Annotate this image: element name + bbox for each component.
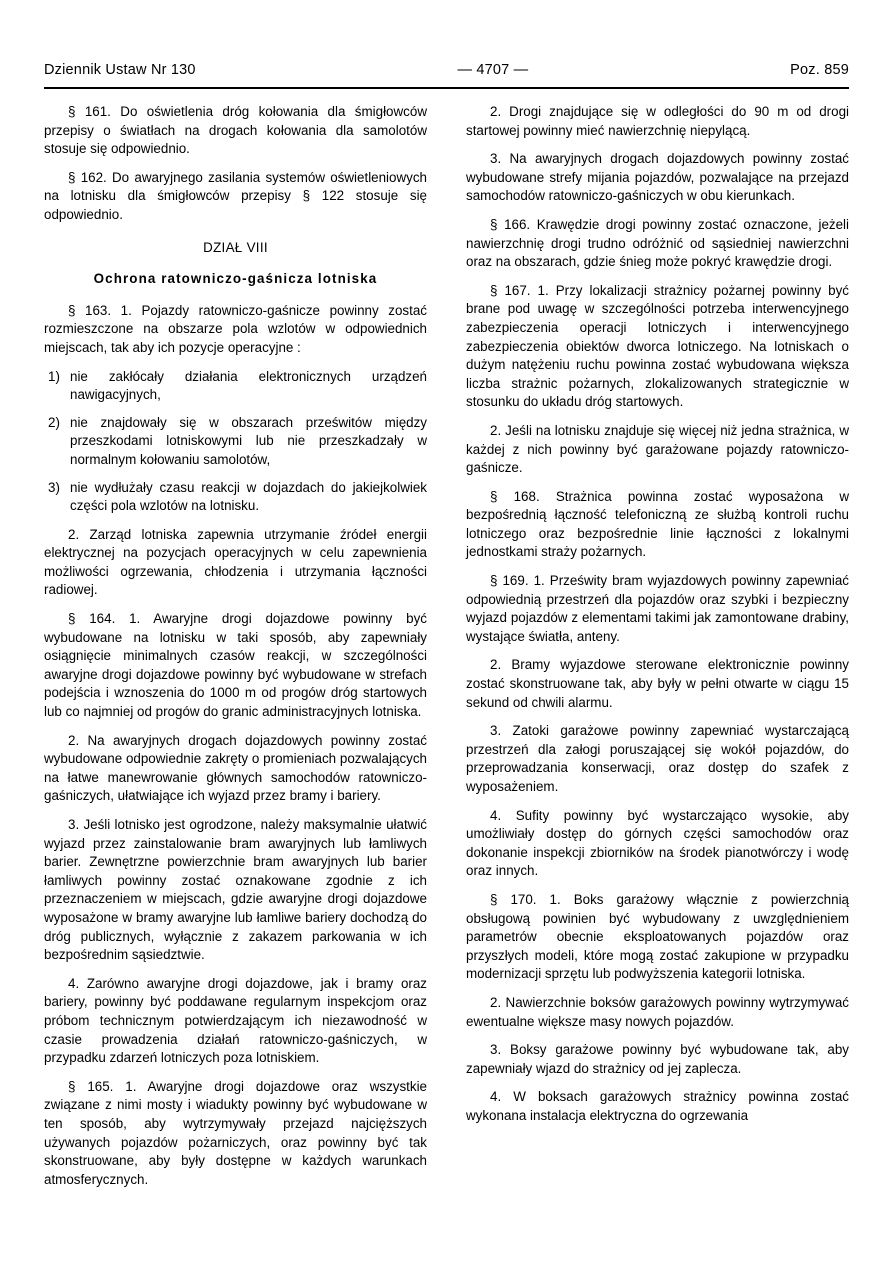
paragraph-170-3: 3. Boksy garażowe powinny być wybudowane tak, aby zapewniały wjazd do strażnicy od jej zaplecza. [466, 1042, 849, 1076]
header-page-number: — 4707 — [457, 62, 529, 78]
paragraph-170-2: 2. Nawierzchnie boksów garażowych powinny wytrzymywać ewentualne większe masy nowych pojazdów. [466, 994, 849, 1029]
paragraph-164-3: 3. Jeśli lotnisko jest ogrodzone, należy maksymalnie ułatwić wyjazd przez zainstalowanie bram awaryjnych lub łamliwych barier. Zewnętrzne powierzchnie bram awaryjnych lub barier łamliwych powinny zostać oznakowane zgodnie z ich przeznaczeniem w miejscach, gdzie awaryjne drogi dojazdowe wyposażone w bramy awaryjne lub łamliwe bariery dochodzą do dróg publicznych, wyłącznie z zakazem parkowania w ich bezpośrednim sąsiedztwie. [44, 817, 427, 963]
list-item-marker: 1) [48, 368, 60, 384]
paragraph-169-1: § 169. 1. Prześwity bram wyjazdowych powinny zapewniać odpowiednią przestrzeń dla pojazdów oraz szybki i bezpieczny wyjazd pojazdów z elementami takimi jak zamontowane drabiny, wystające światła, anteny. [466, 573, 849, 644]
list-item-text: nie wydłużały czasu reakcji w dojazdach do jakiejkolwiek części pola wzlotów na lotnisku. [70, 479, 427, 514]
paragraph-161: § 161. Do oświetlenia dróg kołowania dla śmigłowców przepisy o światłach na drogach kołowania dla samolotów stosuje się odpowiednio. [44, 104, 427, 157]
paragraph-162: § 162. Do awaryjnego zasilania systemów oświetleniowych na lotnisku dla śmigłowców przepisy § 122 stosuje się odpowiednio. [44, 169, 427, 222]
two-column-body [44, 103, 849, 1233]
header-item-number: Poz. 859 [790, 62, 849, 78]
paragraph-165-3: 3. Na awaryjnych drogach dojazdowych powinny zostać wybudowane strefy mijania pojazdów, pozwalające na przejazd samochodów ratowniczo-gaśniczych w obu kierunkach. [466, 151, 849, 204]
header-journal-title: Dziennik Ustaw Nr 130 [44, 62, 196, 78]
section-heading: Ochrona ratowniczo-gaśnicza lotniska [93, 271, 378, 287]
paragraph-163-1: § 163. 1. Pojazdy ratowniczo-gaśnicze powinny zostać rozmieszczone na obszarze pola wzlotów w odpowiednich miejscach, tak aby ich pozycje operacyjne : [44, 302, 427, 355]
left-column [44, 103, 427, 1233]
list-item [44, 479, 427, 516]
paragraph-163-2: 2. Zarząd lotniska zapewnia utrzymanie źródeł energii elektrycznej na pozycjach operacyjnych w celu zapewnienia możliwości ogrzewania, chłodzenia i utrzymania łączności radiowej. [44, 526, 427, 598]
division-heading: DZIAŁ VIII [203, 239, 268, 255]
paragraph-166: § 166. Krawędzie drogi powinny zostać oznaczone, jeżeli nawierzchnię drogi trudno odróżnić od sąsiedniej nawierzchni oraz na obszarach, gdzie śnieg może pokryć krawędzie drogi. [466, 216, 849, 270]
list-item [44, 368, 427, 405]
paragraph-164-4: 4. Zarówno awaryjne drogi dojazdowe, jak i bramy oraz bariery, powinny być poddawane regularnym inspekcjom oraz próbom technicznym potwierdzającym ich niezawodność w czasie prowadzenia działań ratowniczo-gaśniczych, w przypadku zdarzeń lotniczych poza lotniskiem. [44, 975, 427, 1066]
paragraph-169-4: 4. Sufity powinny być wystarczająco wysokie, aby umożliwiały dostęp do górnych części samochodów oraz dokonanie inspekcji zbiorników na środek pianotwórczy i wodę oraz innych. [466, 807, 849, 879]
list-item-text: nie znajdowały się w obszarach prześwitów między przeszkodami lotniskowymi lub nie przeszkadzały w normalnym kołowaniu samolotów, [70, 414, 427, 467]
paragraph-168: § 168. Strażnica powinna zostać wyposażona w bezpośrednią łączność telefoniczną ze służbą kontroli ruchu lotniczego oraz bezpośrednie linie łączności z lokalnymi jednostkami straży pożarnych. [466, 488, 849, 560]
paragraph-165-1: § 165. 1. Awaryjne drogi dojazdowe oraz wszystkie związane z nimi mosty i wiadukty powinny być wybudowane w ten sposób, aby wytrzymywały przejazd najcięższych używanych pojazdów pożarniczych, oraz powinny być tak skonstruowane, aby były dostępne w każdych warunkach atmosferycznych. [44, 1078, 427, 1187]
paragraph-165-2: 2. Drogi znajdujące się w odległości do 90 m od drogi startowej powinny mieć nawierzchnię niepylącą. [466, 104, 849, 138]
paragraph-170-1: § 170. 1. Boks garażowy włącznie z powierzchnią obsługową powinien być wybudowany z uwzględnieniem parametrów obecnie eksploatowanych pojazdów oraz przyszłych modeli, które mogą zostać zakupione w przypadku modernizacji sprzętu lub podwyższenia kategorii lotniska. [466, 891, 849, 982]
list-item-marker: 3) [48, 479, 60, 495]
paragraph-164-2: 2. Na awaryjnych drogach dojazdowych powinny zostać wybudowane odpowiednie zakręty o promieniach pozwalających na łatwe manewrowanie głównych samochodów ratowniczo-gaśniczych, ułatwiające ich wyjazd przez bramy i bariery. [44, 732, 427, 804]
list-item-marker: 2) [48, 414, 60, 430]
conditions-list [44, 368, 427, 516]
list-item [44, 414, 427, 470]
paragraph-169-2: 2. Bramy wyjazdowe sterowane elektronicznie powinny zostać skonstruowane tak, aby były w pełni otwarte w ciągu 15 sekund od chwili alarmu. [466, 657, 849, 710]
paragraph-167-1: § 167. 1. Przy lokalizacji strażnicy pożarnej powinny być brane pod uwagę w szczególności potrzeba interwencyjnego zabezpieczenia operacji lotniczych i interwencyjnego zabezpieczenia obiektów dworca lotniczego. Na lotniskach o dużym natężeniu ruchu powinna zostać wybudowana większa liczba strażnic pożarnych, zlokalizowanych strategicznie w stosunku do układu dróg startowych. [466, 282, 849, 410]
header-divider [44, 87, 849, 89]
list-item-text: nie zakłócały działania elektronicznych urządzeń nawigacyjnych, [70, 368, 427, 403]
right-column [466, 103, 849, 1233]
paragraph-170-4: 4. W boksach garażowych strażnicy powinna zostać wykonana instalacja elektryczna do ogrzewania [466, 1089, 849, 1123]
paragraph-169-3: 3. Zatoki garażowe powinny zapewniać wystarczającą przestrzeń dla załogi poruszającej się wokół pojazdów, do przeprowadzania konserwacji, oraz dostęp do szafek z wyposażeniem. [466, 723, 849, 794]
page-header [44, 62, 849, 78]
paragraph-164-1: § 164. 1. Awaryjne drogi dojazdowe powinny być wybudowane na lotnisku w taki sposób, aby zapewniały osiągnięcie minimalnych czasów reakcji, w szczególności awaryjne drogi dojazdowe powinny być wybudowane w strefach podejścia i wznoszenia do 1000 m od progów dróg startowych lub co najmniej od progów do granic administracyjnych lotniska. [44, 611, 427, 720]
paragraph-167-2: 2. Jeśli na lotnisku znajduje się więcej niż jedna strażnica, w każdej z nich powinny być garażowane pojazdy ratowniczo-gaśnicze. [466, 422, 849, 476]
